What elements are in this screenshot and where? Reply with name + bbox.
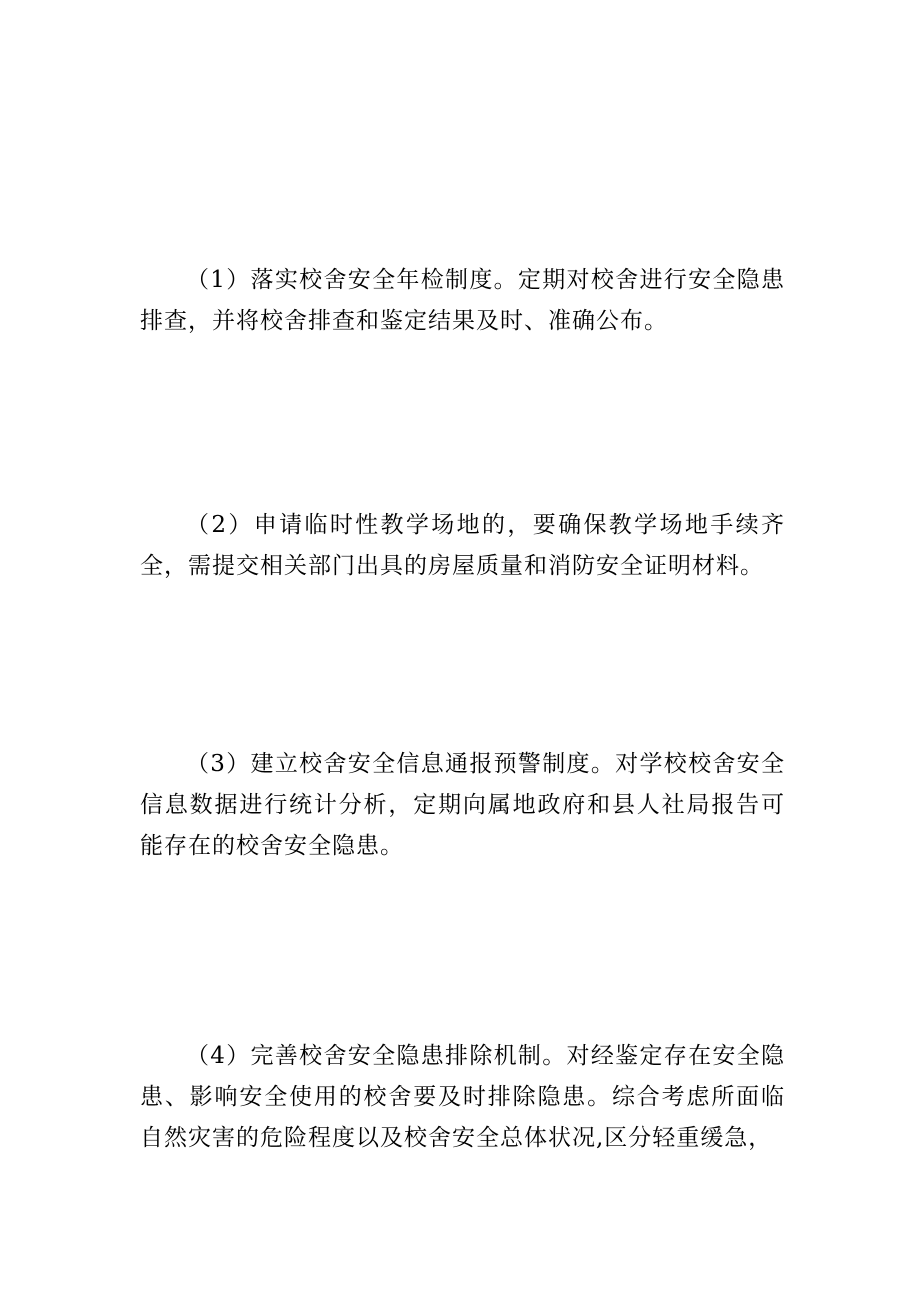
paragraph-2: （2）申请临时性教学场地的，要确保教学场地手续齐全，需提交相关部门出具的房屋质量和消防安全证明材料。: [140, 512, 785, 579]
paragraph-4: （4）完善校舍安全隐患排除机制。对经鉴定存在安全隐患、影响安全使用的校舍要及时排除隐患。综合考虑所面临自然灾害的危险程度以及校舍安全总体状况,区分轻重缓急，: [140, 1043, 785, 1151]
paragraph-1: （1）落实校舍安全年检制度。定期对校舍进行安全隐患排查，并将校舍排查和鉴定结果及时、准确公布。: [140, 267, 785, 334]
paragraph-3: （3）建立校舍安全信息通报预警制度。对学校校舍安全信息数据进行统计分析，定期向属地政府和县人社局报告可能存在的校舍安全隐患。: [140, 751, 785, 859]
